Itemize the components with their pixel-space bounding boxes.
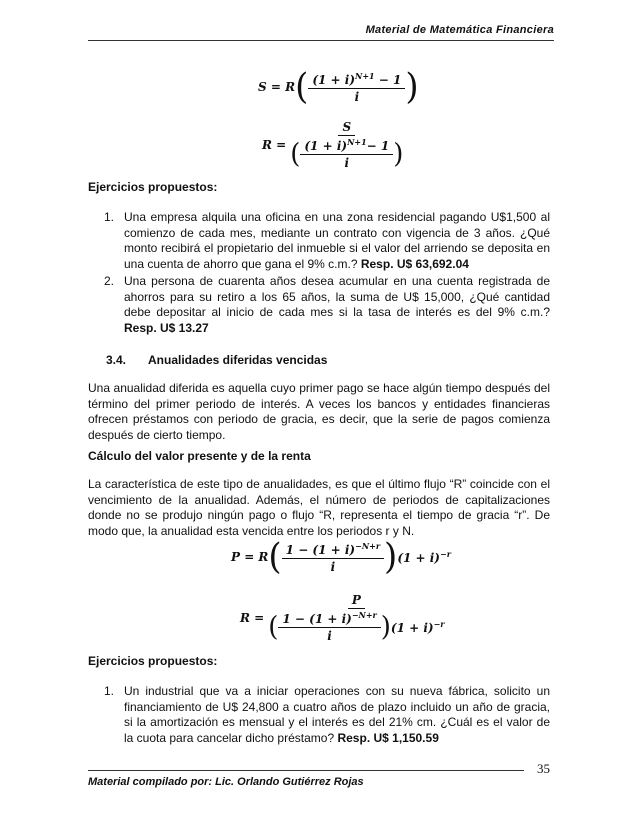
formula-present-value <box>231 536 451 578</box>
item-answer: Resp. U$ 1,150.59 <box>337 730 439 745</box>
formula-r-inner-tail: − 1 <box>366 139 390 153</box>
formula-r-num: S <box>338 120 355 136</box>
formula-r-inner-fraction <box>300 137 393 170</box>
formula-p-lhs: P = R <box>231 550 269 564</box>
formula-r-inner-exp: N+1 <box>347 137 367 147</box>
formula-r-fraction <box>290 120 403 170</box>
section-body: La característica de este tipo de anualidades, es que el último flujo “R” coincide con el vencimiento de la anualidad. Además, el número de periodos de capitalizaciones donde no se produjo ningún pago o flujo “R, representa el tiempo de gracia “r”. De modo que, la anualidad esta vencida entre los periodos r y N. <box>88 477 550 538</box>
open-paren: ( <box>268 536 282 578</box>
formula-r2-inner-fraction <box>278 610 380 643</box>
item-number: 1. <box>104 684 115 698</box>
item-text: Un industrial que va a iniciar operaciones con su nueva fábrica, solicito un financiamiento de U$ 24,800 a cuatro años de plazo incluido un año de gracia, si la amortización es mensual y el interés es del 21% cm. ¿Cuál es el valor de la cuota para cancelar dicho préstamo? <box>124 684 550 745</box>
formula-r2-tail-exp: −r <box>433 618 445 629</box>
exercise-item-2 <box>104 274 550 336</box>
close-paren: ) <box>380 610 391 643</box>
item-text: Una persona de cuarenta años desea acumular en una cuenta registrada de ahorros para su retiro a los 65 años, la suma de U$ 15,000, ¿Qué cantidad debe depositar al inicio de cada mes si la tasa de interés es del 9% c.m.? <box>124 274 550 319</box>
formula-r-lhs: R = <box>262 138 287 152</box>
formula-p-num-head: 1 − (1 + i) <box>285 542 356 557</box>
close-paren: ) <box>405 66 419 108</box>
close-paren: ) <box>384 536 398 578</box>
formula-r2-inner-exp: −N+r <box>351 610 377 620</box>
item-number: 1. <box>104 210 115 224</box>
formula-s-fraction <box>308 71 405 104</box>
formula-r2-tail-base: (1 + i) <box>390 620 434 635</box>
section-intro: Una anualidad diferida es aquella cuyo primer pago se hace algún tiempo después del término del primer periodo de interés. A veces los bancos y entidades financieras ofrecen préstamos con periodo de gracia, es decir, que la serie de pagos comienza después de cierto tiempo. <box>88 381 550 442</box>
formula-p-fraction <box>282 541 384 574</box>
formula-r-inner-base: (1 + i) <box>304 139 348 153</box>
section-number: 3.4. <box>106 353 127 367</box>
header-rule <box>88 40 554 41</box>
formula-s-num-base: (1 + i) <box>312 72 356 87</box>
formula-future-value <box>258 66 419 108</box>
exercises-heading-2: Ejercicios propuestos: <box>88 654 218 668</box>
exercise-item-3 <box>104 684 550 746</box>
page-number: 35 <box>537 761 550 776</box>
formula-s-num-exp: N+1 <box>355 70 375 81</box>
formula-r2-inner-head: 1 − (1 + i) <box>282 612 352 626</box>
exercises-heading-1: Ejercicios propuestos: <box>88 180 218 194</box>
subheading-present-value: Cálculo del valor presente y de la renta <box>88 449 311 463</box>
item-answer: Resp. U$ 63,692.04 <box>360 256 469 271</box>
formula-p-tail-exp: −r <box>440 549 451 559</box>
formula-r2-lhs: R = <box>240 611 265 625</box>
header-title: Material de Matemática Financiera <box>365 24 554 36</box>
formula-r-inner-den: i <box>344 156 350 170</box>
formula-s-den: i <box>354 89 360 104</box>
formula-r2-fraction <box>268 593 444 643</box>
open-paren: ( <box>268 610 279 643</box>
footer-credit: Material compilado por: Lic. Orlando Gutiérrez Rojas <box>88 776 364 788</box>
item-answer: Resp. U$ 13.27 <box>124 320 209 335</box>
footer-rule <box>88 770 524 771</box>
open-paren: ( <box>295 66 309 108</box>
formula-rent-from-future <box>262 120 403 170</box>
open-paren: ( <box>290 137 301 170</box>
formula-p-num-exp: −N+r <box>355 540 381 551</box>
formula-r2-inner-den: i <box>327 629 332 643</box>
close-paren: ) <box>393 137 404 170</box>
item-text: Una empresa alquila una oficina en una zona residencial pagando U$1,500 al comienzo de cada mes, mediante un contrato con vigencia de 3 años. ¿Qué monto recibirá el propietario del inmueble si el valor del arriendo se deposita en una cuenta de ahorro que gana el 9% c.m.? <box>124 210 550 271</box>
formula-p-tail-base: (1 + i) <box>397 551 440 565</box>
formula-s-lhs: S = R <box>258 80 296 94</box>
formula-s-num-tail: − 1 <box>374 72 402 87</box>
formula-p-den: i <box>330 559 336 574</box>
formula-r2-num: P <box>348 593 365 609</box>
item-number: 2. <box>104 274 115 288</box>
exercise-item-1 <box>104 210 550 272</box>
section-title: Anualidades diferidas vencidas <box>148 353 328 367</box>
formula-rent-from-present <box>240 593 445 643</box>
